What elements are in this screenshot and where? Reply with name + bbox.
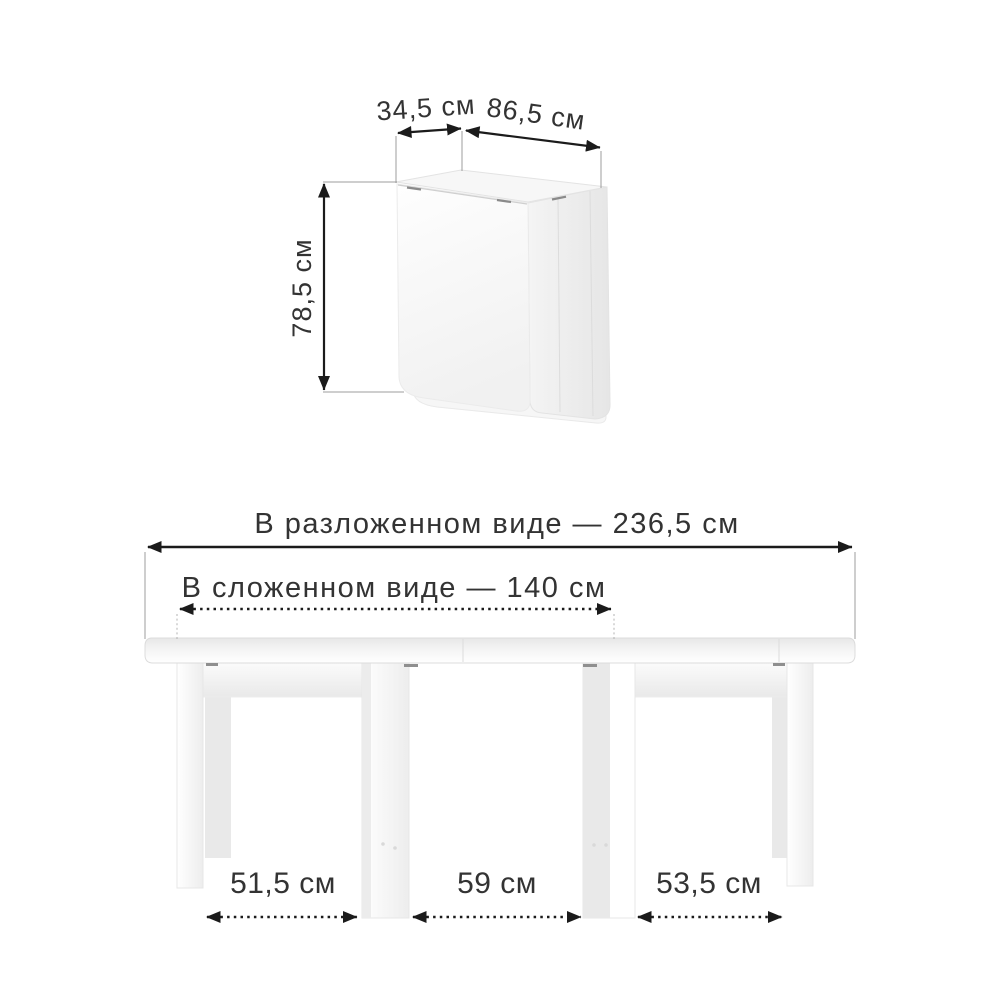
table-front-leg-right [787, 663, 813, 886]
table-apron-left [203, 663, 368, 697]
table-back-leg-left [205, 697, 231, 858]
folded-length-label: В сложенном виде — 140 см [181, 572, 607, 604]
depth-dimension-arrow [398, 129, 461, 134]
hinge-mark-right [773, 663, 785, 666]
center-span-label: 59 см [457, 867, 537, 900]
table-top-surface [145, 638, 855, 663]
folded-width-label: 86,5 см [484, 92, 588, 136]
table-apron-right [633, 663, 790, 697]
folded-depth-label: 34,5 см [375, 89, 477, 127]
folded-table-side-panel [528, 187, 610, 419]
table-pedestal-right [583, 663, 635, 918]
hinge-mark-center-left [404, 664, 418, 667]
folded-height-label: 78,5 см [287, 238, 317, 338]
left-span-label: 51,5 см [230, 867, 336, 900]
right-span-label: 53,5 см [656, 867, 762, 900]
table-front-leg-left [177, 663, 203, 888]
table-pedestal-left [362, 663, 409, 918]
folded-table-drop-leaf [397, 184, 530, 411]
unfolded-length-label: В разложенном виде — 236,5 см [254, 508, 740, 540]
hinge-mark-center-right [583, 664, 597, 667]
folded-table-illustration [396, 170, 610, 423]
hinge-mark-left [206, 663, 218, 666]
